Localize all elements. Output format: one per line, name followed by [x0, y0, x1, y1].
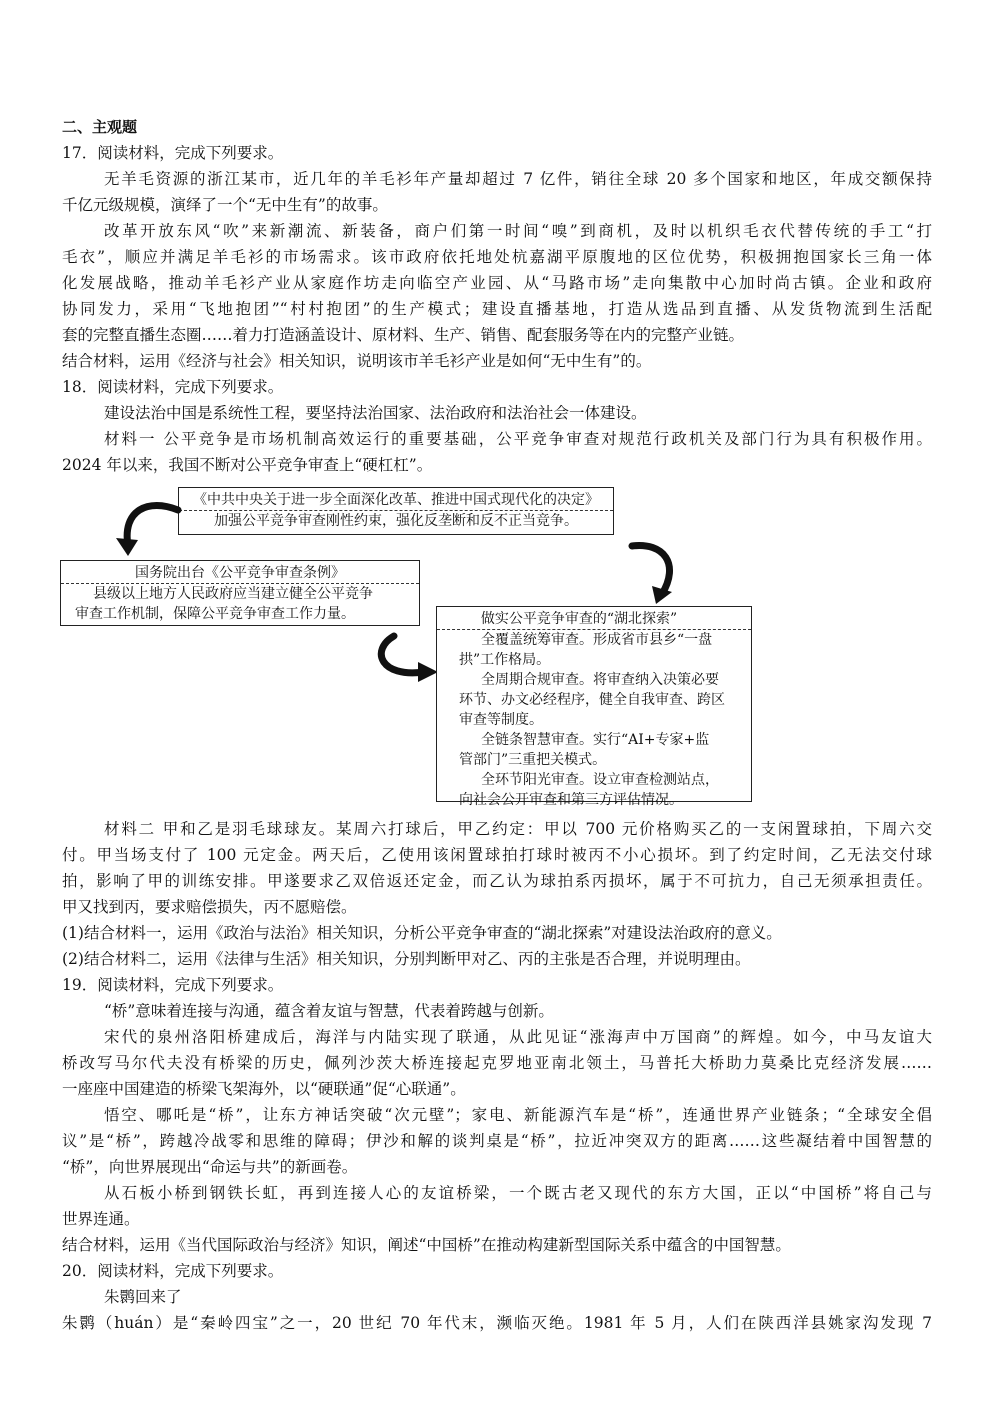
curved-arrow-icon	[108, 496, 188, 558]
box-text: 县级以上地方人民政府应当建立健全公平竞争	[93, 586, 373, 602]
box-text: 全周期合规审查。将审查纳入决策必要	[481, 672, 719, 688]
box-text: 全环节阳光审查。设立审查检测站点，	[481, 772, 719, 788]
q17-paragraph-line: 化发展战略，推动羊毛衫产业从家庭作坊走向临空产业园、从“马路市场”走向集散中心加时尚古镇。企业和政府	[62, 274, 932, 292]
diagram-box-state-council	[60, 560, 420, 626]
q20-paragraph-line: 朱鹮（huán）是“秦岭四宝”之一，20 世纪 70 年代末，濒临灭绝。1981 年 5 月，人们在陕西洋县姚家沟发现 7	[62, 1314, 932, 1332]
box-text: 环节、办文必经程序，健全自我审查、跨区	[459, 692, 725, 708]
q19-title: 19．阅读材料，完成下列要求。	[62, 976, 284, 994]
q17-paragraph-line: 千亿元级规模，演绎了一个“无中生有”的故事。	[62, 196, 388, 214]
q20-subtitle: 朱鹮回来了	[104, 1288, 182, 1306]
box-text: 向社会公开审查和第三方评估情况。	[459, 792, 683, 808]
box-text: 审查工作机制，保障公平竞争审查工作力量。	[75, 606, 355, 622]
q19-question: 结合材料，运用《当代国际政治与经济》知识，阐述“中国桥”在推动构建新型国际关系中蕴含的中国智慧。	[62, 1236, 791, 1254]
q17-paragraph-line: 协同发力，采用“飞地抱团”“村村抱团”的生产模式；建设直播基地，打造从选品到直播、从发货物流到生活配	[62, 300, 932, 318]
box-text: 拱”工作格局。	[459, 652, 551, 668]
section-heading: 二、主观题	[62, 118, 138, 136]
q18-material1-line: 2024 年以来，我国不断对公平竞争审查上“硬杠杠”。	[62, 456, 433, 474]
curved-arrow-icon	[368, 630, 440, 686]
box-title: 做实公平竞争审查的“湖北探索”	[437, 607, 751, 630]
q18-material2-line: 材料二 甲和乙是羽毛球球友。某周六打球后，甲乙约定：甲以 700 元价格购买乙的一支闲置球拍，下周六交	[104, 820, 932, 838]
q20-title: 20．阅读材料，完成下列要求。	[62, 1262, 284, 1280]
q17-paragraph-line: 无羊毛资源的浙江某市，近几年的羊毛衫年产量却超过 7 亿件，销往全球 20 多个国家和地区，年成交额保持	[104, 170, 932, 188]
q17-paragraph-line: 套的完整直播生态圈……着力打造涵盖设计、原材料、生产、销售、配套服务等在内的完整产业链。	[62, 326, 745, 344]
q18-material2-line: 甲又找到丙，要求赔偿损失，丙不愿赔偿。	[62, 898, 357, 916]
q19-paragraph-line: 悟空、哪吒是“桥”，让东方神话突破“次元壁”；家电、新能源汽车是“桥”，连通世界产业链条；“全球安全倡	[104, 1106, 932, 1124]
box-text: 全覆盖统筹审查。形成省市县乡“一盘	[481, 632, 713, 648]
q18-intro: 建设法治中国是系统性工程，要坚持法治国家、法治政府和法治社会一体建设。	[104, 404, 647, 422]
box-text: 全链条智慧审查。实行“AI+专家+监	[481, 732, 710, 748]
box-text: 管部门”三重把关模式。	[459, 752, 607, 768]
curved-arrow-icon	[624, 538, 688, 606]
box-text: 审查等制度。	[459, 712, 543, 728]
q18-material1-line: 材料一 公平竞争是市场机制高效运行的重要基础，公平竞争审查对规范行政机关及部门行为具有积极作用。	[104, 430, 932, 448]
q17-title: 17．阅读材料，完成下列要求。	[62, 144, 284, 162]
q19-paragraph-line: 议”是“桥”，跨越冷战零和思维的障碍；伊沙和解的谈判桌是“桥”，拉近冲突双方的距离……这些凝结着中国智慧的	[62, 1132, 932, 1150]
q18-title: 18．阅读材料，完成下列要求。	[62, 378, 284, 396]
box-title: 《中共中央关于进一步全面深化改革、推进中国式现代化的决定》	[179, 488, 613, 511]
box-title: 国务院出台《公平竞争审查条例》	[61, 561, 419, 584]
q17-paragraph-line: 改革开放东风“吹”来新潮流、新装备，商户们第一时间“嗅”到商机，及时以机织毛衣代替传统的手工“打	[104, 222, 932, 240]
q18-material2-line: 拍，影响了甲的训练安排。甲遂要求乙双倍返还定金，而乙认为球拍系丙损坏，属于不可抗力，自己无须承担责任。	[62, 872, 932, 890]
q19-paragraph-line: 世界连通。	[62, 1210, 140, 1228]
q19-paragraph-line: “桥”，向世界展现出“命运与共”的新画卷。	[62, 1158, 358, 1176]
q19-paragraph-line: 一座座中国建造的桥梁飞架海外，以“硬联通”促“心联通”。	[62, 1080, 466, 1098]
q18-material2-line: 付。甲当场支付了 100 元定金。两天后，乙使用该闲置球拍打球时被丙不小心损坏。到了约定时间，乙无法交付球	[62, 846, 932, 864]
box-text: 加强公平竞争审查刚性约束，强化反垄断和反不正当竞争。	[214, 513, 578, 529]
q19-paragraph-line: 桥改写马尔代夫没有桥梁的历史，佩列沙茨大桥连接起克罗地亚南北领土，马普托大桥助力莫桑比克经济发展……	[62, 1054, 932, 1072]
q18-subquestion-2: (2)结合材料二，运用《法律与生活》相关知识，分别判断甲对乙、丙的主张是否合理，并说明理由。	[62, 950, 751, 968]
diagram-box-hubei-exploration	[436, 606, 752, 808]
q19-paragraph-line: 宋代的泉州洛阳桥建成后，海洋与内陆实现了联通，从此见证“涨海声中万国商”的辉煌。如今，中马友谊大	[104, 1028, 932, 1046]
q18-subquestion-1: (1)结合材料一，运用《政治与法治》相关知识，分析公平竞争审查的“湖北探索”对建设法治政府的意义。	[62, 924, 782, 942]
q19-paragraph-line: 从石板小桥到钢铁长虹，再到连接人心的友谊桥梁，一个既古老又现代的东方大国，正以“中国桥”将自己与	[104, 1184, 932, 1202]
q19-paragraph-line: “桥”意味着连接与沟通，蕴含着友谊与智慧，代表着跨越与创新。	[104, 1002, 554, 1020]
diagram-box-central-decision	[178, 487, 614, 535]
q17-paragraph-line: 毛衣”，顺应并满足羊毛衫的市场需求。该市政府依托地处杭嘉湖平原腹地的区位优势，积极拥抱国家长三角一体	[62, 248, 932, 266]
q17-question: 结合材料，运用《经济与社会》相关知识，说明该市羊毛衫产业是如何“无中生有”的。	[62, 352, 652, 370]
